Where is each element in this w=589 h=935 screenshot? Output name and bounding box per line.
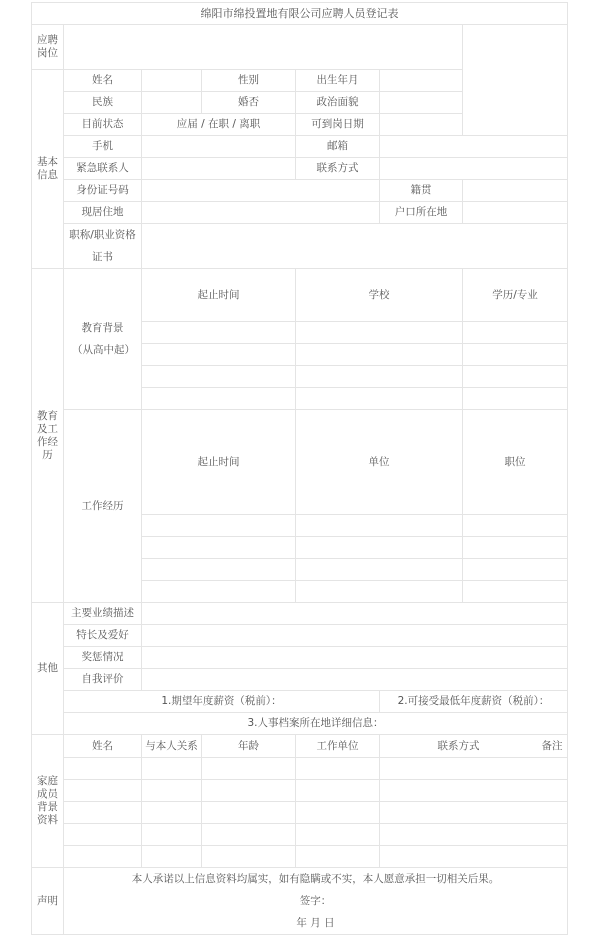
position-label: 应聘岗位 <box>32 25 64 70</box>
signature-label[interactable]: 签字： <box>299 895 332 907</box>
family-header-name: 姓名 <box>64 735 142 758</box>
family-cell[interactable] <box>142 824 202 846</box>
archive-field[interactable]: 3.人事档案所在地详细信息： <box>64 713 568 735</box>
family-cell[interactable] <box>296 824 380 846</box>
work-label: 工作经历 <box>64 410 142 603</box>
edu-header-degree: 学历/专业 <box>463 269 568 322</box>
name-field[interactable] <box>142 70 202 92</box>
family-header-contact: 联系方式 <box>437 739 480 752</box>
basic-info-label: 基本信息 <box>32 70 64 269</box>
contact-method-field[interactable] <box>380 158 568 180</box>
current-address-field[interactable] <box>142 202 380 224</box>
min-salary-field[interactable]: 2.可接受最低年度薪资（税前）： <box>380 691 568 713</box>
expected-salary-field[interactable]: 1.期望年度薪资（税前）： <box>64 691 380 713</box>
id-number-field[interactable] <box>142 180 380 202</box>
contact-method-label: 联系方式 <box>296 158 380 180</box>
family-cell[interactable] <box>64 780 142 802</box>
edu-cell[interactable] <box>142 322 296 344</box>
achievements-label: 主要业绩描述 <box>64 603 142 625</box>
family-cell[interactable] <box>380 846 568 868</box>
family-cell[interactable] <box>296 758 380 780</box>
self-eval-label: 自我评价 <box>64 669 142 691</box>
work-cell[interactable] <box>463 581 568 603</box>
edu-cell[interactable] <box>296 322 463 344</box>
edu-cell[interactable] <box>296 366 463 388</box>
education-label: 教育背景（从高中起） <box>64 269 142 410</box>
work-cell[interactable] <box>142 515 296 537</box>
ethnicity-label: 民族 <box>64 92 142 114</box>
other-label: 其他 <box>32 603 64 735</box>
family-header-note: 备注 <box>541 739 563 752</box>
edu-header-school: 学校 <box>296 269 463 322</box>
date-label[interactable]: 年 月 日 <box>296 917 335 929</box>
work-header-company: 单位 <box>296 410 463 515</box>
hukou-field[interactable] <box>463 202 568 224</box>
declaration-body <box>64 868 568 935</box>
id-number-label: 身份证号码 <box>64 180 142 202</box>
work-cell[interactable] <box>142 581 296 603</box>
family-cell[interactable] <box>142 846 202 868</box>
family-cell[interactable] <box>64 758 142 780</box>
family-cell[interactable] <box>380 824 568 846</box>
achievements-field[interactable] <box>142 603 568 625</box>
birth-field[interactable] <box>380 70 463 92</box>
family-cell[interactable] <box>380 780 568 802</box>
position-field[interactable] <box>64 25 463 70</box>
emergency-contact-label: 紧急联系人 <box>64 158 142 180</box>
title-cert-label: 职称/职业资格证书 <box>64 224 142 269</box>
available-date-field[interactable] <box>380 114 463 136</box>
edu-header-period: 起止时间 <box>142 269 296 322</box>
photo-cell <box>463 25 568 136</box>
birth-label: 出生年月 <box>296 70 380 92</box>
work-cell[interactable] <box>463 537 568 559</box>
edu-cell[interactable] <box>296 388 463 410</box>
family-cell[interactable] <box>202 824 296 846</box>
family-header-relation: 与本人关系 <box>142 735 202 758</box>
declaration-label: 声明 <box>32 868 64 935</box>
family-header-employer: 工作单位 <box>296 735 380 758</box>
family-cell[interactable] <box>296 802 380 824</box>
email-label: 邮箱 <box>296 136 380 158</box>
family-cell[interactable] <box>202 758 296 780</box>
family-cell[interactable] <box>142 780 202 802</box>
family-cell[interactable] <box>202 846 296 868</box>
status-label: 目前状态 <box>64 114 142 136</box>
family-cell[interactable] <box>380 758 568 780</box>
skills-label: 特长及爱好 <box>64 625 142 647</box>
work-cell[interactable] <box>296 537 463 559</box>
family-cell[interactable] <box>202 780 296 802</box>
family-cell[interactable] <box>64 802 142 824</box>
edu-cell[interactable] <box>142 366 296 388</box>
title-cert-field[interactable] <box>142 224 568 269</box>
work-cell[interactable] <box>142 537 296 559</box>
emergency-contact-field[interactable] <box>142 158 296 180</box>
awards-field[interactable] <box>142 647 568 669</box>
skills-field[interactable] <box>142 625 568 647</box>
work-cell[interactable] <box>463 515 568 537</box>
ethnicity-field[interactable] <box>142 92 202 114</box>
current-address-label: 现居住地 <box>64 202 142 224</box>
political-field[interactable] <box>380 92 463 114</box>
mobile-label: 手机 <box>64 136 142 158</box>
work-cell[interactable] <box>142 559 296 581</box>
family-cell[interactable] <box>296 846 380 868</box>
edu-work-label: 教育及工作经历 <box>32 269 64 603</box>
work-cell[interactable] <box>296 515 463 537</box>
work-cell[interactable] <box>296 559 463 581</box>
registration-form-table <box>31 2 568 935</box>
available-date-label: 可到岗日期 <box>296 114 380 136</box>
native-place-label: 籍贯 <box>380 180 463 202</box>
family-cell[interactable] <box>296 780 380 802</box>
work-header-period: 起止时间 <box>142 410 296 515</box>
family-header-age: 年龄 <box>202 735 296 758</box>
name-label: 姓名 <box>64 70 142 92</box>
status-options[interactable]: 应届 / 在职 / 离职 <box>142 114 296 136</box>
edu-cell[interactable] <box>463 344 568 366</box>
family-cell[interactable] <box>142 802 202 824</box>
gender-label: 性别 <box>202 70 296 92</box>
edu-cell[interactable] <box>296 344 463 366</box>
family-header-contact-and-note <box>380 735 568 758</box>
edu-cell[interactable] <box>463 322 568 344</box>
family-cell[interactable] <box>64 824 142 846</box>
family-label: 家庭成员背景资料 <box>32 735 64 868</box>
native-place-field[interactable] <box>463 180 568 202</box>
marital-label: 婚否 <box>202 92 296 114</box>
edu-cell[interactable] <box>463 388 568 410</box>
family-cell[interactable] <box>142 758 202 780</box>
self-eval-field[interactable] <box>142 669 568 691</box>
declaration-statement: 本人承诺以上信息资料均属实，如有隐瞒或不实，本人愿意承担一切相关后果。 <box>131 873 500 885</box>
political-label: 政治面貌 <box>296 92 380 114</box>
form-title: 绵阳市绵投置地有限公司应聘人员登记表 <box>32 3 568 25</box>
family-cell[interactable] <box>202 802 296 824</box>
email-field[interactable] <box>380 136 568 158</box>
edu-cell[interactable] <box>142 344 296 366</box>
work-cell[interactable] <box>463 559 568 581</box>
edu-cell[interactable] <box>463 366 568 388</box>
awards-label: 奖惩情况 <box>64 647 142 669</box>
mobile-field[interactable] <box>142 136 296 158</box>
family-cell[interactable] <box>380 802 568 824</box>
family-cell[interactable] <box>64 846 142 868</box>
work-header-position: 职位 <box>463 410 568 515</box>
hukou-label: 户口所在地 <box>380 202 463 224</box>
work-cell[interactable] <box>296 581 463 603</box>
edu-cell[interactable] <box>142 388 296 410</box>
